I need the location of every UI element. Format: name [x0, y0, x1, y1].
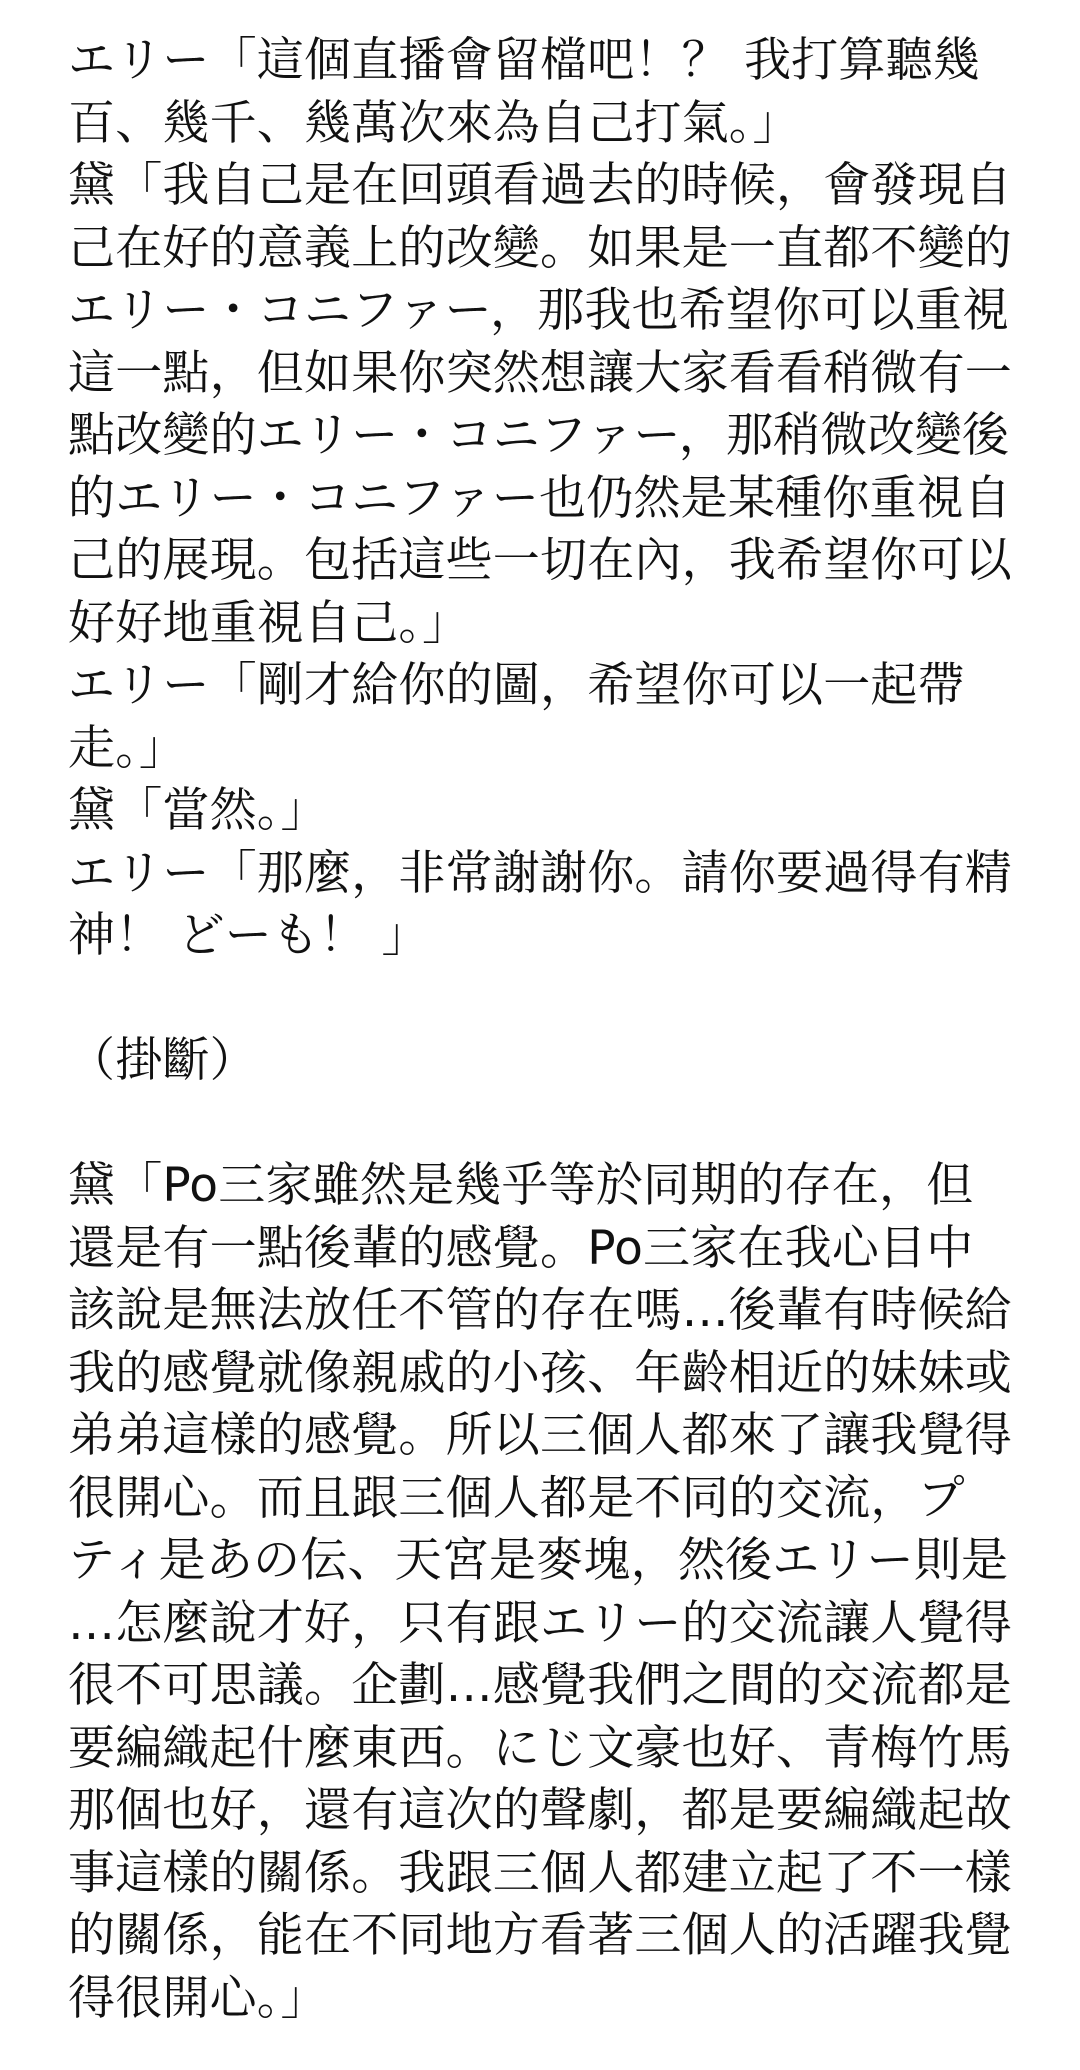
text-line: 弟弟這樣的感覺。所以三個人都來了讓我覺得: [68, 1408, 1012, 1463]
text-line: 的關係，能在不同地方看著三個人的活躍我覺: [68, 1908, 1012, 1963]
dialogue-eli-thanks: [68, 843, 1018, 968]
text-line: 神！ どーも！ 」: [68, 908, 429, 963]
text-line: 好好地重視自己。」: [68, 595, 470, 651]
text-line: （掛斷）: [68, 1033, 257, 1088]
text-line: …怎麼說才好，只有跟エリー的交流讓人覺得: [68, 1595, 1012, 1651]
text-line: 很開心。而且跟三個人都是不同的交流，プ: [68, 1470, 965, 1526]
text-line: 該說是無法放任不管的存在嗎…後輩有時候給: [68, 1283, 1012, 1338]
text-line: 黛「Po三家雖然是幾乎等於同期的存在，但: [68, 1158, 974, 1213]
text-line: ティ是あの伝、天宮是麥塊，然後エリー則是: [68, 1533, 1009, 1588]
dialogue-mayuzumi-reflection: [68, 1155, 1018, 2030]
text-line: 還是有一點後輩的感覺。Po三家在我心目中: [68, 1220, 974, 1276]
dialogue-eli-drawing: [68, 655, 1018, 780]
text-line: 得很開心。」: [68, 1970, 328, 2026]
text-line: 很不可思議。企劃…感覺我們之間的交流都是: [68, 1658, 1012, 1713]
stage-direction-hangup: [68, 1030, 1018, 1093]
text-line: 點改變的エリー・コニファー，那稍微改變後: [68, 408, 1010, 463]
dialogue-eli-archive: [68, 30, 1018, 155]
text-line: 黛「當然。」: [68, 783, 328, 838]
text-line: 我的感覺就像親戚的小孩、年齡相近的妹妹或: [68, 1345, 1012, 1401]
blank-line: [68, 1093, 1018, 1156]
transcript-page: [68, 30, 1018, 2030]
text-line: 己的展現。包括這些一切在內，我希望你可以: [68, 533, 1012, 588]
text-line: エリー「那麼，非常謝謝你。請你要過得有精: [68, 845, 1012, 901]
dialogue-mayuzumi-ofcourse: [68, 780, 1018, 843]
dialogue-mayuzumi-change: [68, 155, 1018, 655]
text-line: 的エリー・コニファー也仍然是某種你重視自: [68, 470, 1012, 526]
blank-line: [68, 968, 1018, 1031]
text-line: 黛「我自己是在回頭看過去的時候，會發現自: [68, 158, 1012, 213]
text-line: 己在好的意義上的改變。如果是一直都不變的: [68, 220, 1012, 276]
text-line: エリー「剛才給你的圖，希望你可以一起帶: [68, 658, 965, 713]
text-line: 那個也好，還有這次的聲劇，都是要編織起故: [68, 1783, 1012, 1838]
text-line: 要編織起什麼東西。にじ文豪也好、青梅竹馬: [68, 1720, 1012, 1776]
text-line: 走。」: [68, 720, 187, 776]
text-line: 這一點，但如果你突然想讓大家看看稍微有一: [68, 345, 1012, 401]
text-line: 事這樣的關係。我跟三個人都建立起了不一樣: [68, 1845, 1012, 1901]
text-line: 百、幾千、幾萬次來為自己打氣。」: [68, 95, 800, 151]
text-line: エリー・コニファー，那我也希望你可以重視: [68, 283, 1010, 338]
text-line: エリー「這個直播會留檔吧！？ 我打算聽幾: [68, 33, 980, 88]
